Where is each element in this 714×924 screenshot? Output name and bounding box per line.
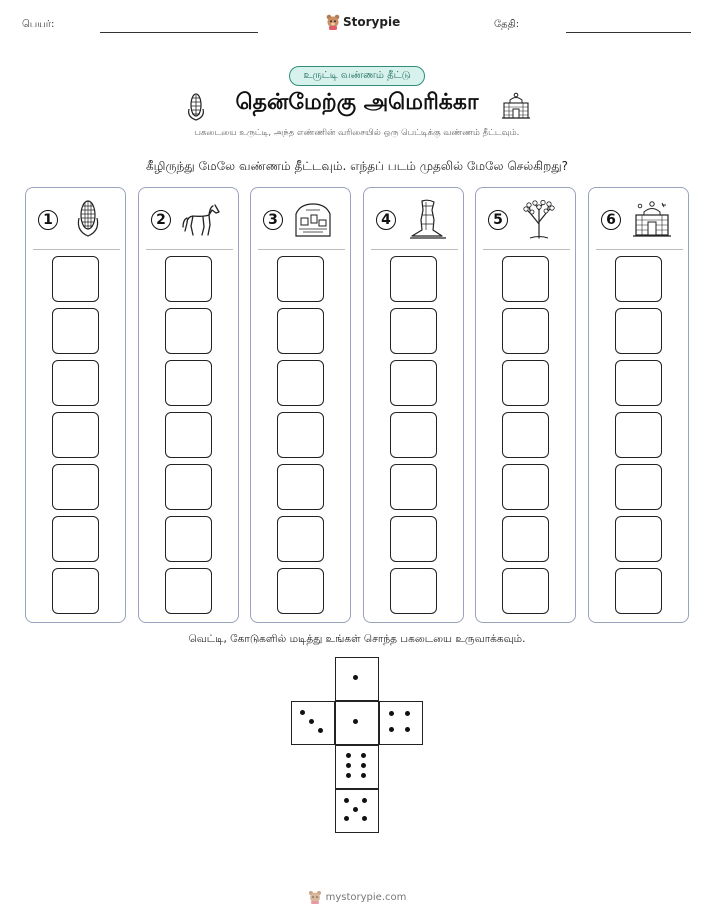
die-pip	[309, 719, 314, 724]
column-4	[363, 187, 464, 623]
die-face-6	[335, 745, 379, 789]
color-box[interactable]	[277, 516, 324, 562]
column-2	[138, 187, 239, 623]
die-pip	[405, 711, 410, 716]
column-divider	[33, 249, 120, 250]
color-box[interactable]	[390, 412, 437, 458]
color-box[interactable]	[615, 256, 662, 302]
color-box[interactable]	[615, 412, 662, 458]
color-box[interactable]	[502, 308, 549, 354]
die-face-3	[291, 701, 335, 745]
bear-icon	[326, 14, 340, 30]
color-box[interactable]	[52, 516, 99, 562]
footer	[0, 890, 714, 904]
color-box[interactable]	[502, 516, 549, 562]
question: கீழிருந்து மேலே வண்ணம் தீட்டவும். எந்தப் படம் முதலில் மேலே செல்கிறது?	[145, 159, 569, 173]
die-pip	[346, 773, 351, 778]
tree-icon	[520, 200, 558, 240]
die-pip	[353, 807, 358, 812]
color-box[interactable]	[615, 516, 662, 562]
die-pip	[361, 753, 366, 758]
column-number: 2	[151, 210, 171, 230]
activity-pill: உருட்டி வண்ணம் தீட்டு	[289, 66, 425, 86]
die-pip	[353, 675, 358, 680]
page-title: தென்மேற்கு அமெரிக்கா	[235, 90, 479, 115]
color-box[interactable]	[52, 412, 99, 458]
die-pip	[344, 798, 349, 803]
color-box[interactable]	[165, 412, 212, 458]
die-pip	[353, 719, 358, 724]
die-pip	[362, 798, 367, 803]
column-divider	[146, 249, 233, 250]
color-box[interactable]	[165, 360, 212, 406]
name-label: பெயர்:	[22, 19, 55, 30]
title-church-icon	[501, 92, 531, 120]
die-pip	[361, 773, 366, 778]
color-box[interactable]	[502, 464, 549, 510]
color-box[interactable]	[52, 360, 99, 406]
color-box[interactable]	[502, 568, 549, 614]
color-box[interactable]	[390, 308, 437, 354]
horse-icon	[181, 201, 223, 239]
die-pip	[346, 763, 351, 768]
color-box[interactable]	[502, 360, 549, 406]
die-pip	[389, 711, 394, 716]
color-box[interactable]	[390, 516, 437, 562]
color-box[interactable]	[615, 308, 662, 354]
die-face-1	[335, 657, 379, 701]
column-5	[475, 187, 576, 623]
bear-icon	[308, 890, 322, 904]
color-box[interactable]	[277, 256, 324, 302]
color-box[interactable]	[277, 412, 324, 458]
color-box[interactable]	[277, 308, 324, 354]
color-box[interactable]	[165, 568, 212, 614]
color-box[interactable]	[52, 308, 99, 354]
color-box[interactable]	[502, 412, 549, 458]
die-pip	[344, 816, 349, 821]
die-pip	[361, 763, 366, 768]
die-face-4	[379, 701, 423, 745]
subtitle: பகடையை உருட்டி, அந்த எண்ணின் வரிசையில் ஒரு பெட்டிக்கு வண்ணம் தீட்டவும்.	[194, 128, 520, 138]
die-pip	[346, 753, 351, 758]
column-6	[588, 187, 689, 623]
color-box[interactable]	[615, 464, 662, 510]
color-box[interactable]	[615, 360, 662, 406]
color-box[interactable]	[52, 464, 99, 510]
footer-url[interactable]: mystorypie.com	[325, 891, 407, 903]
die-pip	[362, 816, 367, 821]
color-box[interactable]	[277, 464, 324, 510]
column-divider	[483, 249, 570, 250]
brand-logo	[326, 14, 400, 30]
color-box[interactable]	[390, 256, 437, 302]
color-box[interactable]	[390, 360, 437, 406]
column-number: 1	[38, 210, 58, 230]
column-divider	[258, 249, 345, 250]
color-box[interactable]	[277, 360, 324, 406]
die-pip	[300, 710, 305, 715]
column-number: 6	[601, 210, 621, 230]
rock-formation-icon	[408, 198, 448, 240]
color-box[interactable]	[165, 256, 212, 302]
color-box[interactable]	[390, 464, 437, 510]
column-number: 5	[488, 210, 508, 230]
column-3	[250, 187, 351, 623]
color-box[interactable]	[277, 568, 324, 614]
die-instruction: வெட்டி, கோடுகளில் மடித்து உங்கள் சொந்த பகடையை உருவாக்கவும்.	[188, 633, 526, 645]
adobe-church-icon	[632, 200, 672, 240]
color-box[interactable]	[52, 568, 99, 614]
color-box[interactable]	[615, 568, 662, 614]
die-pip	[405, 727, 410, 732]
brand-name: Storypie	[343, 15, 401, 29]
column-divider	[596, 249, 683, 250]
color-box[interactable]	[165, 464, 212, 510]
color-box[interactable]	[502, 256, 549, 302]
color-box[interactable]	[52, 256, 99, 302]
column-number: 4	[376, 210, 396, 230]
column-number: 3	[263, 210, 283, 230]
die-pip	[389, 727, 394, 732]
corn-icon	[74, 198, 102, 238]
die-face-5	[335, 789, 379, 833]
name-line[interactable]	[100, 32, 258, 33]
color-box[interactable]	[390, 568, 437, 614]
color-box[interactable]	[165, 516, 212, 562]
die-pip	[318, 728, 323, 733]
color-box[interactable]	[165, 308, 212, 354]
die-face-1b	[335, 701, 379, 745]
date-label: தேதி:	[494, 19, 520, 30]
column-1	[25, 187, 126, 623]
cliff-dwelling-icon	[294, 202, 332, 238]
column-divider	[371, 249, 458, 250]
date-line[interactable]	[566, 32, 691, 33]
